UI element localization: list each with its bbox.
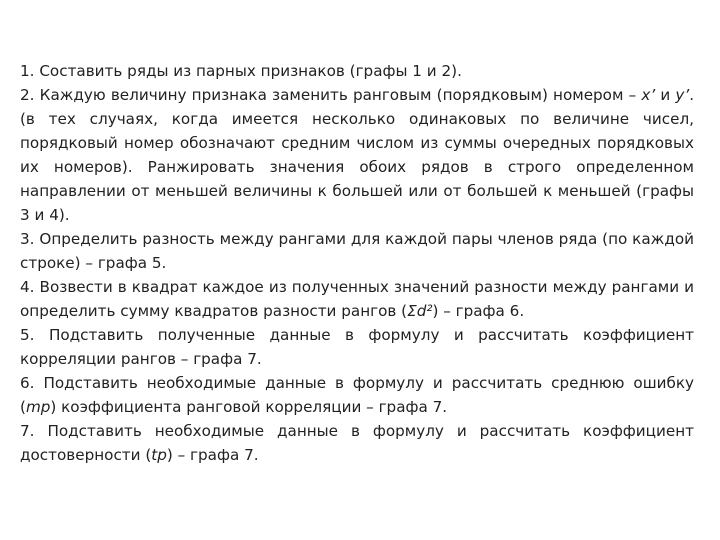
step-text: Каждую величину признака заменить ранговым (порядковым) номером – bbox=[39, 86, 642, 104]
instructions-text bbox=[20, 59, 694, 467]
step-text: Подставить необходимые данные в формулу и рассчитать коэффициент достоверности ( bbox=[20, 422, 694, 464]
step-number: 5. bbox=[20, 326, 35, 344]
tp-symbol: tp bbox=[151, 446, 167, 464]
step-number: 2. bbox=[20, 86, 35, 104]
sum-squares-symbol: Σd² bbox=[407, 302, 433, 320]
step-text: Подставить полученные данные в формулу и рассчитать коэффициент корреляции рангов – графа 7. bbox=[20, 326, 695, 368]
step-text: Составить ряды из парных признаков (графы 1 и 2). bbox=[39, 62, 462, 80]
step-3 bbox=[20, 227, 694, 275]
x-prime-symbol: x’ bbox=[641, 86, 656, 104]
step-number: 1. bbox=[20, 62, 35, 80]
step-number: 3. bbox=[20, 230, 35, 248]
step-text: ) – графа 6. bbox=[432, 302, 525, 320]
step-2 bbox=[20, 83, 694, 227]
step-6 bbox=[20, 371, 694, 419]
step-text: Возвести в квадрат каждое из полученных значений разности между рангами и определить сумму квадратов разности рангов ( bbox=[20, 278, 695, 320]
step-text: Определить разность между рангами для каждой пары членов ряда (по каждой строке) – графа 5. bbox=[20, 230, 694, 272]
step-text: ) коэффициента ранговой корреляции – графа 7. bbox=[50, 398, 448, 416]
mp-symbol: mp bbox=[25, 398, 51, 416]
step-text: . (в тех случаях, когда имеется несколько одинаковых по величине чисел, порядковый номер обозначают средним числом из суммы очередных порядковых их номеров). Ранжировать значения обоих рядов в строго определенном направлении от меньшей величины к большей или от большей к меньшей (графы 3 и 4). bbox=[20, 86, 695, 224]
step-7 bbox=[20, 419, 694, 467]
step-number: 6. bbox=[20, 374, 35, 392]
step-number: 4. bbox=[20, 278, 35, 296]
step-text: Подставить необходимые данные в формулу и рассчитать среднюю ошибку ( bbox=[20, 374, 695, 416]
step-text: ) – графа 7. bbox=[166, 446, 259, 464]
step-number: 7. bbox=[20, 422, 35, 440]
step-5 bbox=[20, 323, 694, 371]
step-text: и bbox=[655, 86, 676, 104]
step-1 bbox=[20, 59, 694, 83]
step-4 bbox=[20, 275, 694, 323]
y-prime-symbol: y’ bbox=[675, 86, 690, 104]
